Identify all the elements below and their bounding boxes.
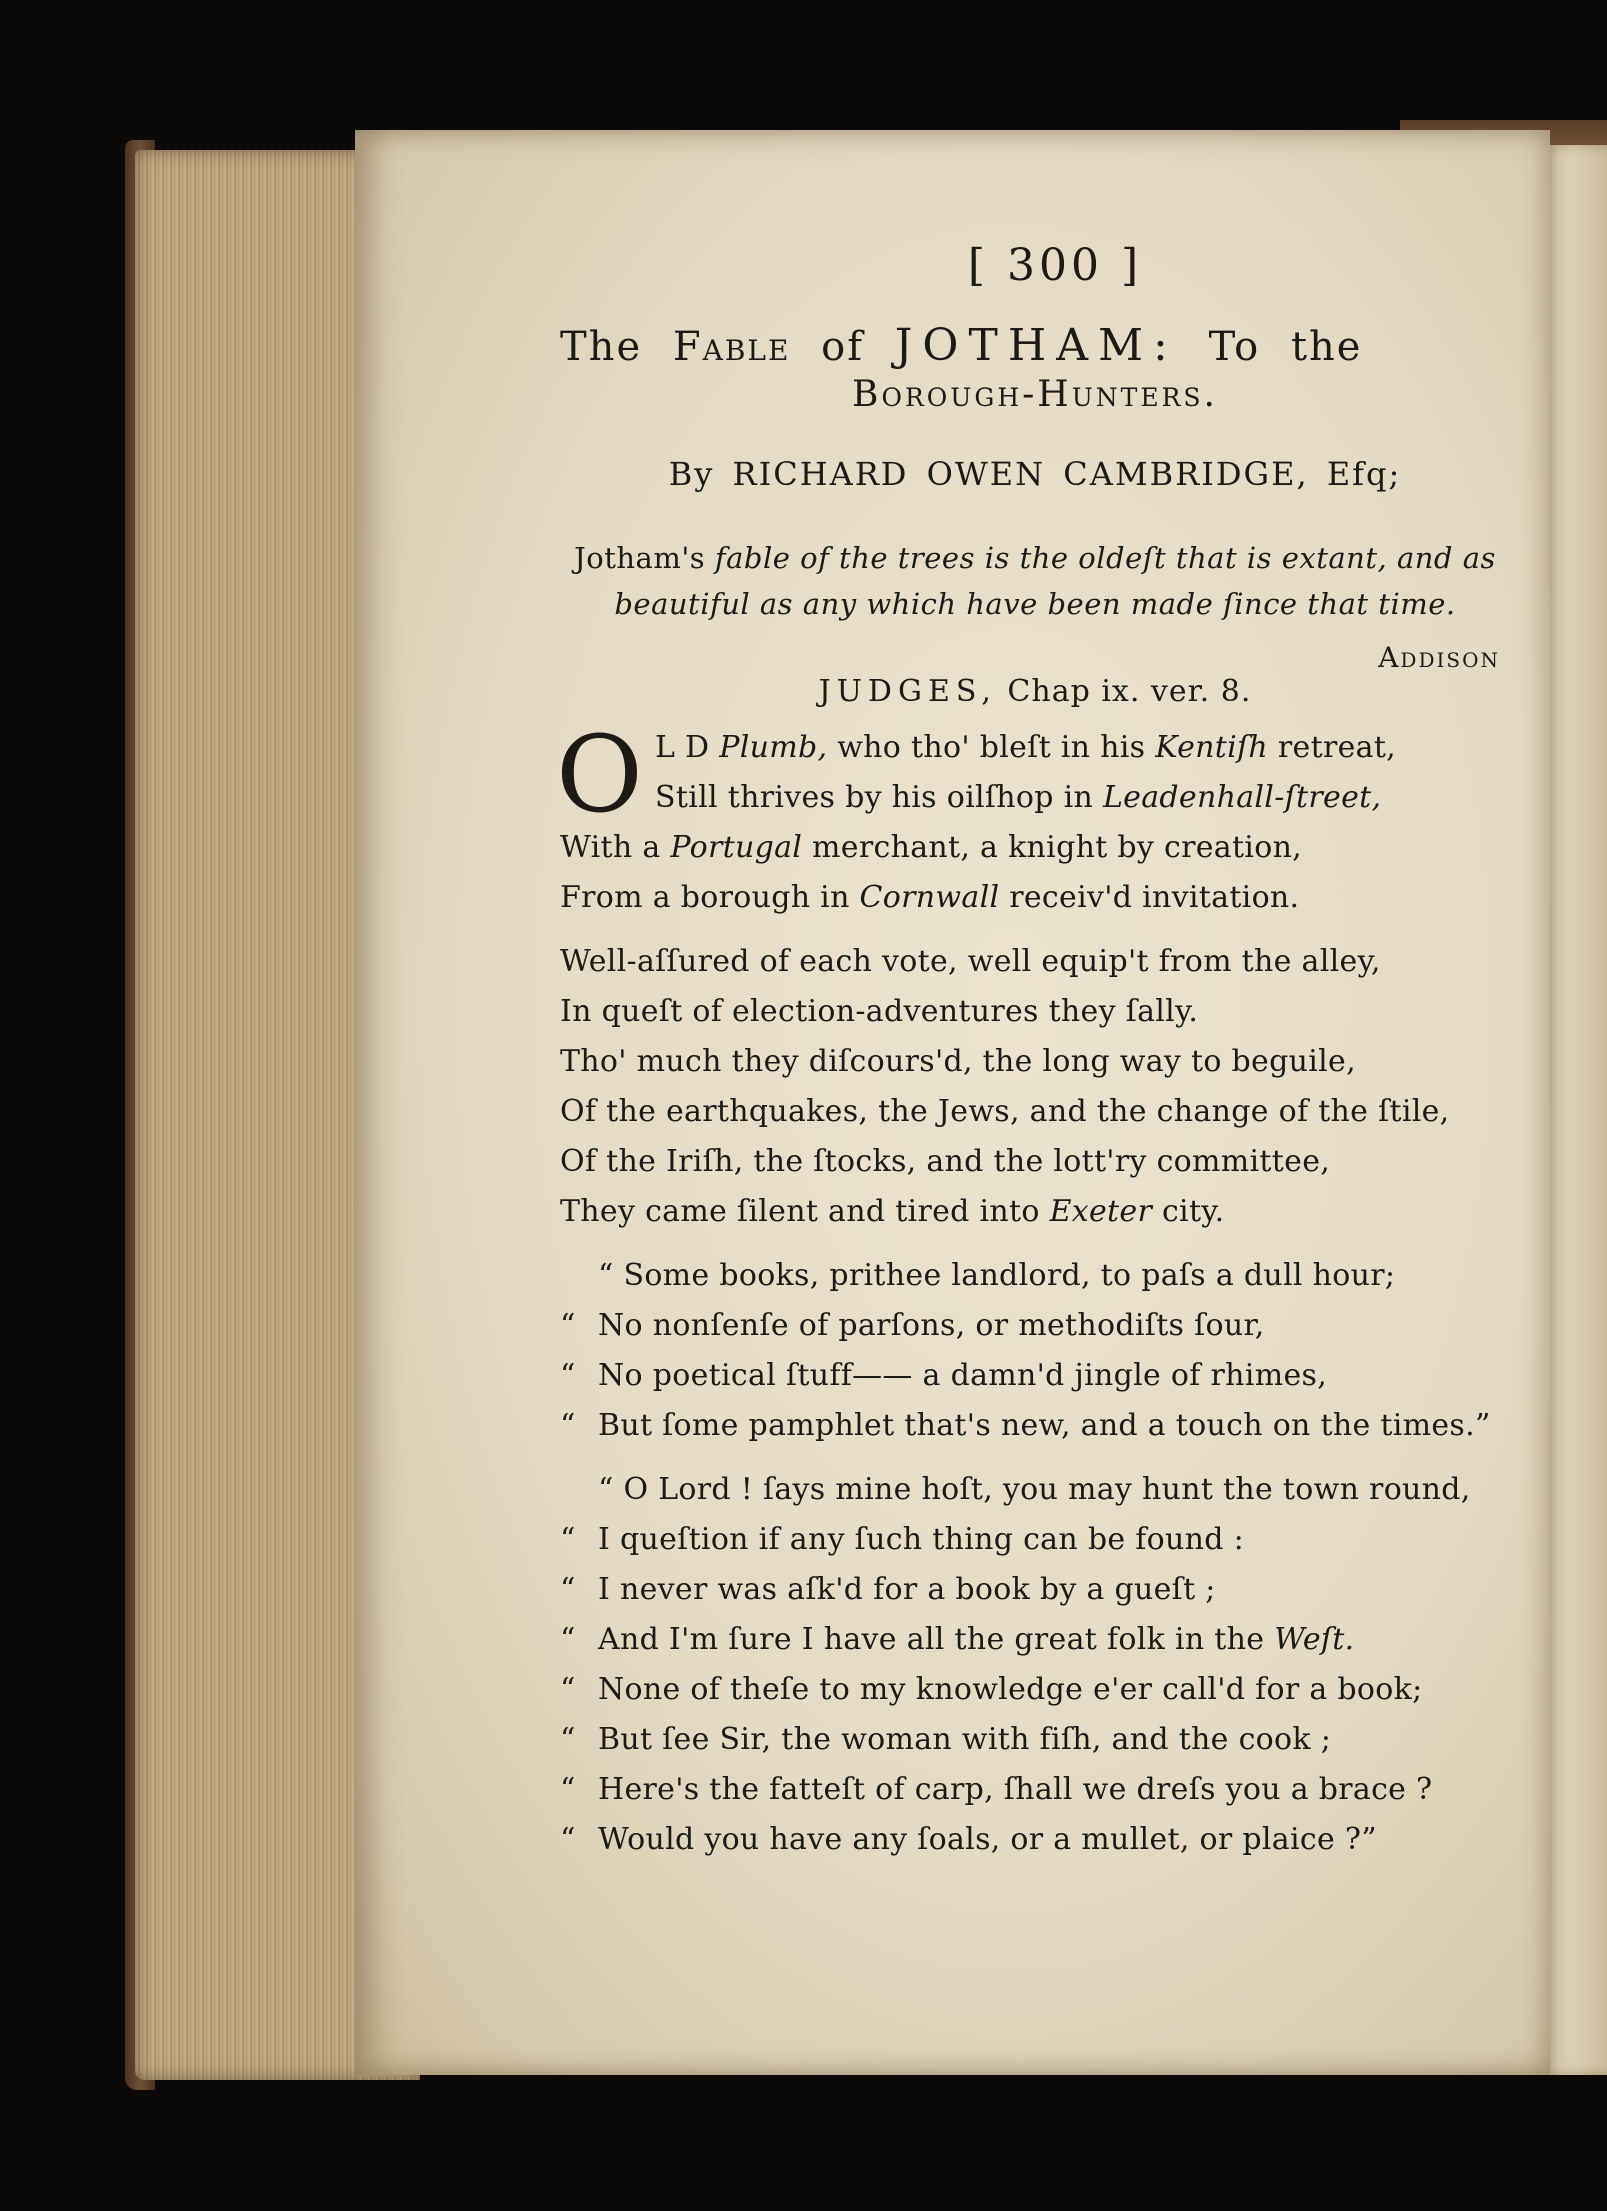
reference-book: JUDGES, [818,674,997,709]
line-segment: city. [1161,1194,1225,1229]
line-segment: But ſome pamphlet that's new, and a touch on the times.” [598,1408,1491,1443]
poem-line: Tho' much they diſcours'd, the long way to beguile, [560,1044,1356,1079]
poem-line [560,1515,1510,1565]
quote-mark: “ [560,1408,576,1443]
page-number: [ 300 ] [967,240,1143,291]
title-the: The [560,324,643,370]
poem-line: Of the Iriſh, the ſtocks, and the lott'ry committee, [560,1144,1331,1179]
epigraph-attribution: Addison [1378,641,1500,674]
poem-line [560,1351,1510,1401]
quote-mark: “ [560,1722,576,1757]
line-segment: No poetical ſtuff—— a damn'd jingle of rhimes, [598,1358,1328,1393]
line-segment: None of theſe to my knowledge e'er call'd for a book; [598,1672,1423,1707]
poem-line: Well-aſſured of each vote, well equip't from the alley, [560,944,1381,979]
epigraph-line-1 [560,535,1510,581]
drop-cap: O [556,713,644,836]
poem-line [560,1815,1510,1865]
page-text [556,240,1510,1879]
line-segment: I queſtion if any ſuch thing can be found : [598,1522,1244,1557]
line-segment-italic: Portugal [670,830,803,865]
poem-line [560,1615,1510,1665]
title-jotham: JOTHAM: [894,320,1178,371]
poem-line [560,873,1510,923]
stanza-2 [560,937,1510,1237]
title-of: of [821,324,865,370]
stanza-1 [556,713,1510,923]
quote-mark: “ [560,1672,576,1707]
line-segment: But ſee Sir, the woman with fiſh, and the cook ; [598,1722,1332,1757]
poem-line: Of the earthquakes, the Jews, and the change of the ſtile, [560,1094,1450,1129]
line-segment-italic: Exeter [1049,1194,1153,1229]
poem-line [560,1565,1510,1615]
poem-line [560,1301,1510,1351]
poem-line [560,1715,1510,1765]
poem-line [560,1765,1510,1815]
line-segment-italic: Weſt. [1274,1622,1355,1657]
line-segment: retreat, [1277,730,1397,765]
line-segment-italic: Plumb, [719,730,828,765]
quote-mark: “ [560,1572,576,1607]
quote-mark: “ [560,1822,576,1857]
epigraph-name: Jotham's [574,541,706,575]
poem-line [560,1665,1510,1715]
poem-line: In queſt of election-adventures they ſally. [560,994,1199,1029]
line-segment: And I'm ſure I have all the great folk in the [598,1622,1265,1657]
title-fable: Fable [672,324,791,370]
title-to-the: To the [1208,324,1363,370]
line-segment: No nonſenſe of parſons, or methodiſts ſour, [598,1308,1265,1343]
quote-mark: “ [560,1358,576,1393]
poem-title [560,319,1510,374]
poem-line: “ O Lord ! ſays mine hoſt, you may hunt the town round, [598,1472,1471,1507]
line-segment: They came ſilent and tired into [560,1194,1040,1229]
quote-mark: “ [560,1522,576,1557]
epigraph-line-1-text: fable of the trees is the oldeſt that is extant, and as [714,541,1496,575]
line-segment: With a [560,830,661,865]
quote-mark: “ [560,1622,576,1657]
line-segment: receiv'd invitation. [1009,880,1300,915]
quote-mark: “ [560,1772,576,1807]
line-segment-italic: Leadenhall-ſtreet, [1102,780,1382,815]
line-segment: Would you have any ſoals, or a mullet, or plaice ?” [598,1822,1377,1857]
poem-line [655,723,1510,773]
line-segment: merchant, a knight by creation, [812,830,1303,865]
stanza-4 [560,1465,1510,1865]
poem-line [560,1401,1510,1451]
poem-body [556,713,1510,1865]
line-segment: Still thrives by his oilſhop in [655,780,1094,815]
poem-line [560,823,1510,873]
line-segment-italic: Cornwall [859,880,1000,915]
line-segment: Here's the fatteſt of carp, ſhall we dreſs you a brace ? [598,1772,1433,1807]
author-byline: By RICHARD OWEN CAMBRIDGE, Efq; [668,455,1402,493]
poem-subtitle: Borough-Hunters. [852,374,1218,415]
stanza-3 [560,1251,1510,1451]
epigraph [560,535,1510,627]
line-segment: I never was aſk'd for a book by a gueſt ; [598,1572,1216,1607]
poem-line [560,1187,1510,1237]
line-segment: L D [655,730,710,765]
book-page [355,130,1550,2075]
reference-chapter: Chap ix. ver. 8. [1007,674,1252,709]
scripture-reference [560,674,1510,709]
line-segment-italic: Kentiſh [1155,730,1269,765]
quote-mark: “ [560,1308,576,1343]
line-segment: who tho' bleſt in his [837,730,1146,765]
facing-page-edge [1545,145,1607,2075]
poem-line [655,773,1510,823]
poem-line: “ Some books, prithee landlord, to paſs a dull hour; [598,1258,1396,1293]
epigraph-line-2: beautiful as any which have been made ſince that time. [614,587,1456,621]
line-segment: From a borough in [560,880,850,915]
